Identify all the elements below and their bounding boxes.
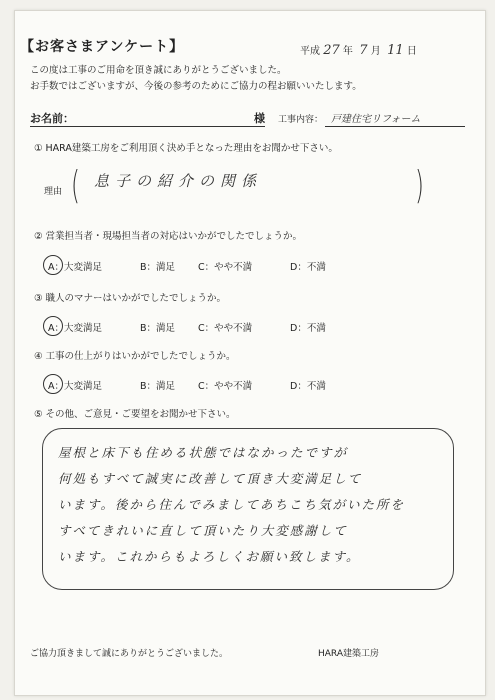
selected-circle-mark <box>43 316 63 336</box>
date-era: 平成 <box>300 46 320 57</box>
q4-option-c[interactable]: C：やや不満 <box>198 381 253 392</box>
q3-option-d[interactable]: D：不満 <box>290 323 326 334</box>
q2-option-a[interactable]: A：大変満足 <box>48 259 102 273</box>
q4-option-b[interactable]: B：満足 <box>140 381 176 392</box>
question-4: ④ 工事の仕上がりはいかがでしたでしょうか。 <box>34 351 236 362</box>
honorific-label: 様 <box>254 112 265 125</box>
footer-company: HARA建築工房 <box>318 649 379 659</box>
q2-option-d[interactable]: D：不満 <box>290 262 326 273</box>
reason-bracket-close: ) <box>414 163 424 207</box>
q4-option-a[interactable]: A：大変満足 <box>48 378 102 392</box>
work-field <box>325 110 465 127</box>
comment-text <box>58 440 405 570</box>
customer-name-field <box>30 110 265 127</box>
question-3: ③ 職人のマナーはいかがでしたでしょうか。 <box>34 293 227 304</box>
comment-line-5: います。これからもよろしくお願い致します。 <box>58 549 361 564</box>
date-year-unit: 年 <box>342 46 353 57</box>
footer-thanks: ご協力頂きまして誠にありがとうございました。 <box>30 649 229 659</box>
comment-line-4: すべてきれいに直して頂いたり大変感謝して <box>58 523 348 538</box>
question-5: ⑤ その他、ご意見・ご要望をお聞かせ下さい。 <box>34 409 236 420</box>
question-1: ① HARA建築工房をご利用頂く決め手となった理由をお聞かせ下さい。 <box>34 143 338 154</box>
q3-option-c[interactable]: C：やや不満 <box>198 323 253 334</box>
q3-option-a[interactable]: A：大変満足 <box>48 320 102 334</box>
work-value: 戸建住宅リフォーム <box>331 114 421 125</box>
comment-line-2: 何処もすべて誠実に改善して頂き大変満足して <box>58 471 363 486</box>
comment-line-3: います。後から住んでみましてあちこち気がいた所を <box>58 497 406 512</box>
date-day-unit: 日 <box>406 46 417 57</box>
q2-option-c[interactable]: C：やや不満 <box>198 262 253 273</box>
comment-line-1: 屋根と床下も住める状態ではなかったですが <box>58 445 349 460</box>
survey-date <box>300 42 417 58</box>
date-day: 11 <box>387 43 404 58</box>
intro-line-2: お手数ではございますが、今後の参考のためにご協力の程お願いいたします。 <box>30 81 362 92</box>
date-month-unit: 月 <box>370 46 381 57</box>
q3-option-b[interactable]: B：満足 <box>140 323 176 334</box>
q4-option-d[interactable]: D：不満 <box>290 381 326 392</box>
reason-bracket-open: ( <box>70 163 80 207</box>
question-2: ② 営業担当者・現場担当者の対応はいかがでしたでしょうか。 <box>34 231 303 242</box>
date-month: 7 <box>359 43 368 58</box>
intro-line-1: この度は工事のご用命を頂き誠にありがとうございました。 <box>30 65 287 76</box>
name-label: お名前： <box>30 112 74 125</box>
q2-option-b[interactable]: B：満足 <box>140 262 176 273</box>
survey-title: 【お客さまアンケート】 <box>20 39 185 55</box>
selected-circle-mark <box>43 255 63 275</box>
selected-circle-mark <box>43 374 63 394</box>
work-label: 工事内容： <box>278 115 324 125</box>
date-year: 27 <box>323 43 340 58</box>
reason-answer: 息子の紹介の関係 <box>94 172 263 190</box>
reason-label: 理由 <box>44 187 63 197</box>
